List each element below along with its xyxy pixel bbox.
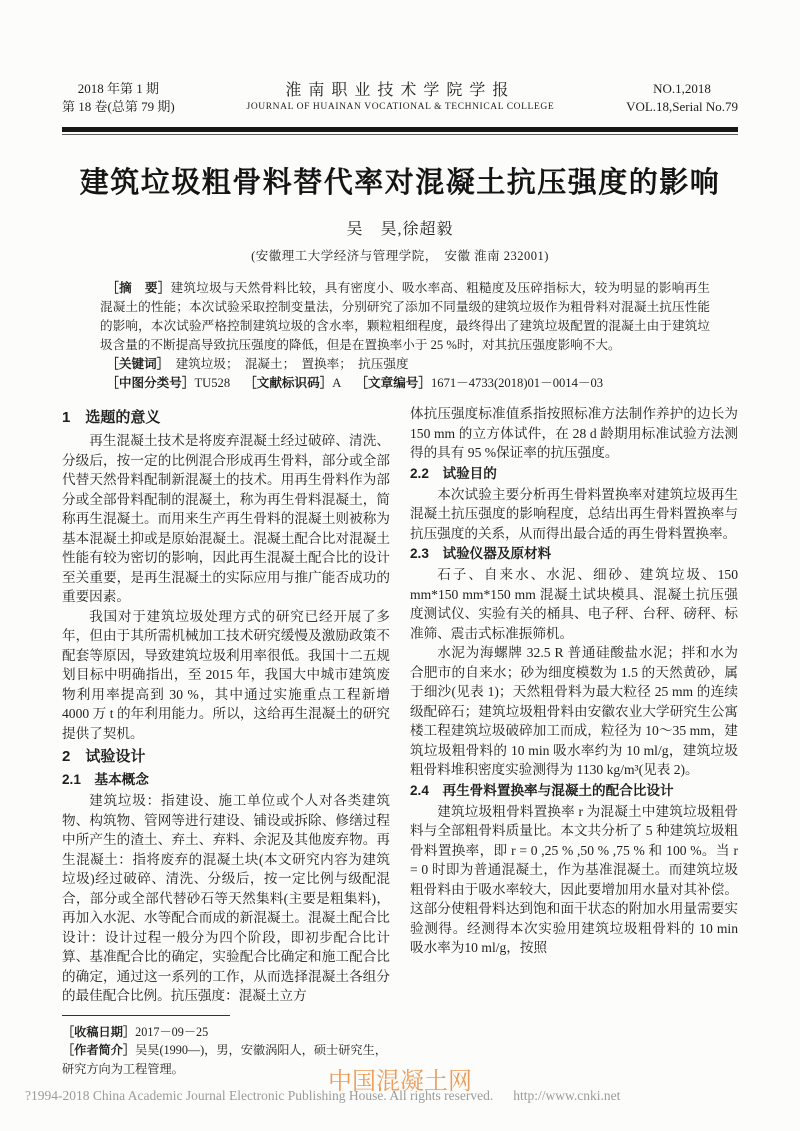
volume-line2: VOL.18,Serial No.79 [626, 99, 738, 114]
body-paragraph: 石子、自来水、水泥、细砂、建筑垃圾、150 mm*150 mm*150 mm 混凝土试块模具、混凝土抗压强度测试仪、实验有关的桶具、电子秤、台秤、磅秤、标准筛、震击式标准振筛机。 [410, 567, 738, 641]
abstract-label: ［摘 要］ [106, 281, 171, 295]
page-footer [25, 1088, 620, 1104]
body-paragraph: 建筑垃圾粗骨料置换率 r 为混凝土中建筑垃圾粗骨料与全部粗骨料质量比。本文共分析了 5 种建筑垃圾粗骨料置换率，即 r = 0 ,25 % ,50 % ,75 % 和 100 %。当 r = 0 时即为普通混凝土，作为基准混凝土。而建筑垃圾粗骨料由于吸水率较大，因此要增加用水量对其补偿。这部分使粗骨料达到饱和面干状态的附加水用量需要实验测得。经测得本次实验用建筑垃圾粗骨料的 10 min 吸水率为10 ml/g，按照 [410, 803, 738, 955]
page-content [62, 80, 738, 1078]
section-2-1-heading: 2.1 基本概念 [62, 772, 149, 787]
received-date-label: ［收稿日期］ [62, 1024, 136, 1039]
left-column [62, 404, 390, 1078]
keywords-line [100, 355, 710, 374]
author-bio-value: 吴昊(1990—)，男，安徽涡阳人，硕士研究生，研究方向为工程管理。 [62, 1043, 387, 1076]
volume-line1: NO.1,2018 [653, 81, 711, 96]
article-no-label: ［文章编号］ [355, 376, 431, 390]
journal-title-cn: 淮南职业技术学院学报 [285, 81, 516, 99]
section-2-heading: 2 试验设计 [62, 748, 146, 765]
author-bio-label: ［作者简介］ [62, 1043, 136, 1057]
journal-header [62, 80, 738, 116]
section-2-3-heading: 2.3 试验仪器及原材料 [410, 546, 552, 561]
section-2-2-heading: 2.2 试验目的 [410, 465, 497, 481]
clc-label: ［中图分类号］ [106, 376, 195, 390]
classification-line [100, 374, 710, 393]
abstract-paragraph [100, 279, 710, 355]
body-paragraph: 再生混凝土技术是将废弃混凝土经过破碎、清洗、分级后，按一定的比例混合形成再生骨料，部分或全部代替天然骨料配制新混凝土的技术。用再生骨料作为部分或全部骨料配制的混凝土，称为再生骨料混凝土，简称再生混凝土。而用来生产再生骨料的混凝土则被称为基本混凝土抑或是原始混凝土。混凝土配合比对混凝土性能有较为密切的影响，因此再生混凝土配合比的设计至关重要，是再生混凝土的实际应用与推广能否成功的重要因素。 [62, 433, 390, 604]
section-2-4-heading: 2.4 再生骨料置换率与混凝土的配合比设计 [410, 782, 674, 798]
body-paragraph: 本次试验主要分析再生骨料置换率对建筑垃圾再生混凝土抗压强度的影响程度，总结出再生骨料置换率与抗压强度的关系，从而得出最合适的再生骨料置换率。 [410, 486, 738, 541]
body-paragraph: 水泥为海螺牌 32.5 R 普通硅酸盐水泥；拌和水为合肥市的自来水；砂为细度模数为 1.5 的天然黄砂，属于细沙(见表 1)；天然粗骨料为最大粒径 25 mm 的连续级配碎石；建筑垃圾粗骨料由安徽农业大学研究生公寓楼工程建筑垃圾破碎加工而成，粒径为 10～35 mm，建筑垃圾粗骨料的 10 min 吸水率约为 10 ml/g，建筑垃圾粗骨料堆积密度实验测得为 1130 kg/m³(见表 2)。 [410, 645, 738, 777]
copyright-text: ?1994-2018 China Academic Journal Electronic Publishing House. All rights reserved. [25, 1088, 494, 1103]
header-divider-rule [62, 127, 738, 135]
body-paragraph: 建筑垃圾：指建设、施工单位或个人对各类建筑物、构筑物、管网等进行建设、铺设或拆除、修缮过程中所产生的渣土、弃土、弃料、余泥及其他废弃物。再生混凝土：指将废弃的混凝土块(本文研究内容为建筑垃圾)经过破碎、清洗、分级后，按一定比例与级配混合，部分或全部代替砂石等天然集料(主要是粗集料)，再加入水泥、水等配合而成的新混凝土。混凝土配合比设计：设计过程一般分为四个阶段，即初步配合比计算、基准配合比的确定，实验配合比确定和施工配合比的确定，通过这一系列的工作，从而选择混凝土各组分的最佳配合比例。抗压强度：混凝土立方 [62, 793, 390, 1003]
article-no-value: 1671－4733(2018)01－0014－03 [430, 376, 604, 390]
keywords-text: 建筑垃圾； 混凝土； 置换率； 抗压强度 [175, 357, 409, 371]
journal-title-en: JOURNAL OF HUAINAN VOCATIONAL & TECHNICAL COLLEGE [246, 101, 555, 112]
issue-line2: 第 18 卷(总第 79 期) [62, 99, 175, 114]
article-authors: 吴 昊,徐超毅 [346, 221, 454, 238]
abstract-text: 建筑垃圾与天然骨料比较，具有密度小、吸水率高、粗糙度及压碎指标大，较为明显的影响再生混凝土的性能；本次试验采取控制变量法，分别研究了添加不同量级的建筑垃圾作为粗骨料对混凝土抗压性能的影响，本次试验严格控制建筑垃圾的含水率，颗粒粗细程度，最终得出了建筑垃圾配置的混凝土由于建筑垃圾含量的不断提高导致抗压强度的降低，但是在置换率小于 25 %时，对其抗压强度影响不大。 [100, 281, 711, 352]
article-title: 建筑垃圾粗骨料替代率对混凝土抗压强度的影响 [79, 167, 721, 199]
received-date-value: 2017－09－25 [135, 1024, 209, 1039]
issue-info [62, 80, 175, 116]
issue-line1: 2018 年第 1 期 [77, 81, 159, 96]
body-paragraph: 我国对于建筑垃圾处理方式的研究已经开展了多年，但由于其所需机械加工技术研究缓慢及激励政策不配套等原因，导致建筑垃圾利用率很低。我国十二五规划目标中明确指出，至 2015 年，我国大中城市建筑废物利用率提高到 30 %，其中通过实施重点工程新增 4000 万 t 的年利用能力。所以，这给再生混凝土的研究提供了契机。 [62, 608, 390, 741]
footnote-divider [62, 1015, 230, 1016]
doc-code-label: ［文献标识码］ [244, 376, 333, 390]
abstract-block [100, 279, 710, 393]
body-paragraph-continued: 体抗压强度标准值系指按照标准方法制作养护的边长为 150 mm 的立方体试件，在 28 d 龄期用标准试验方法测得的具有 95 %保证率的抗压强度。 [410, 406, 738, 460]
right-column [410, 404, 738, 1078]
cnki-url: http://www.cnki.net [513, 1088, 621, 1103]
volume-info [626, 80, 738, 116]
journal-title-block [247, 82, 555, 115]
cnki-watermark: 中国混凝土网 [328, 1068, 472, 1095]
section-1-heading: 1 选题的意义 [62, 409, 161, 426]
body-columns [62, 404, 738, 1078]
keywords-label: ［关键词］ [106, 357, 163, 371]
footnote-received [62, 1023, 390, 1042]
article-affiliation: (安徽理工大学经济与管理学院， 安徽 淮南 232001) [251, 249, 549, 263]
clc-value: TU528 [194, 376, 231, 390]
doc-code-value: A [332, 376, 342, 390]
